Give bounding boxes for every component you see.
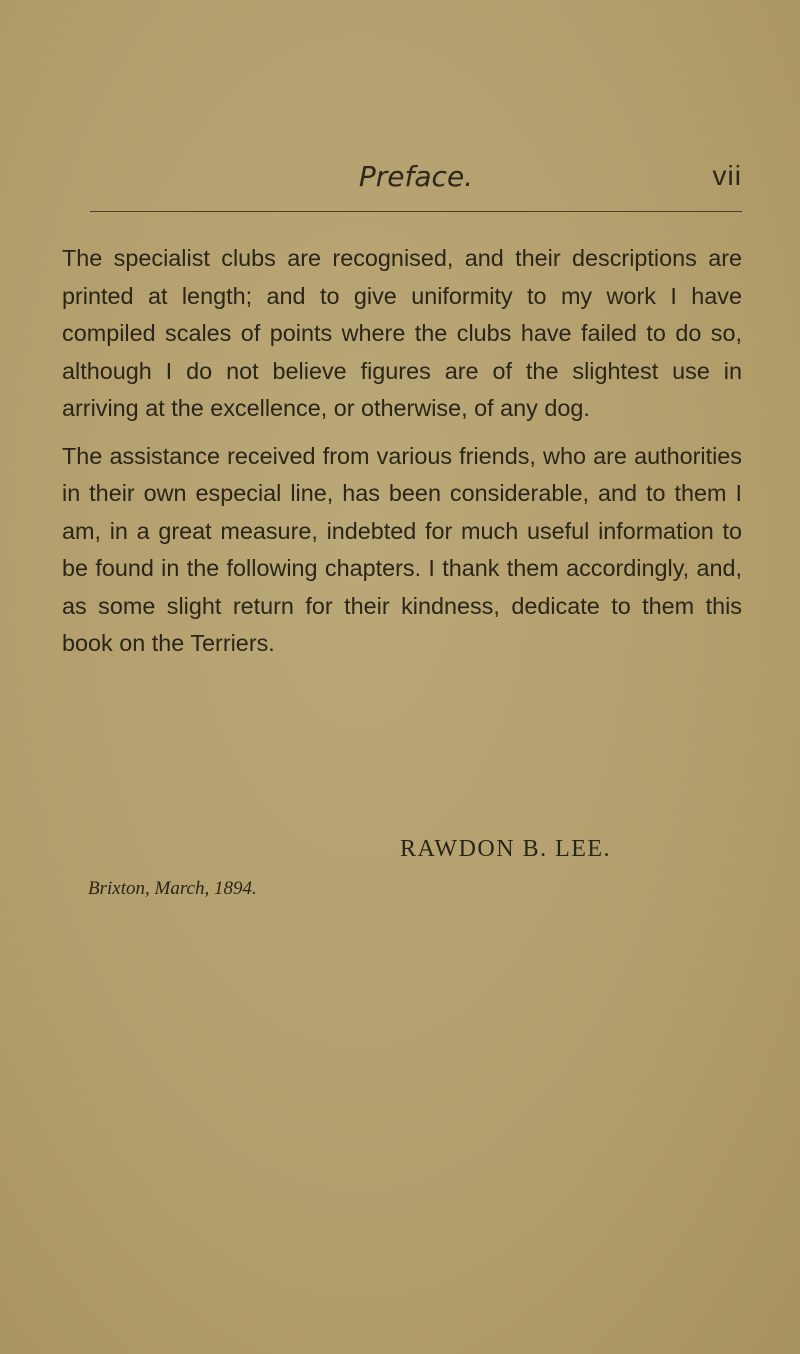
- header-rule: [90, 211, 742, 212]
- author-signature: RAWDON B. LEE.: [400, 836, 612, 862]
- dateline: Brixton, March, 1894.: [88, 878, 257, 899]
- paragraph-1: The specialist clubs are recognised, and their descriptions are printed at length; and to give uniformity to my work I have compiled scales of points where the clubs have failed to do so, although I do not believe figures are of the slightest use in arriving at the excellence, or otherwise, of any dog.: [62, 245, 742, 421]
- running-head: [90, 160, 742, 200]
- paragraph-2: The assistance received from various friends, who are authorities in their own especial line, has been considerable, and to them I am, in a great measure, indebted for much useful information to be found in the following chapters. I thank them accordingly, and, as some slight return for their kindness, dedicate to them this book on the Terriers.: [62, 442, 742, 656]
- body-text: [62, 240, 742, 673]
- page-number: vii: [712, 160, 742, 191]
- running-title: Preface.: [358, 160, 474, 193]
